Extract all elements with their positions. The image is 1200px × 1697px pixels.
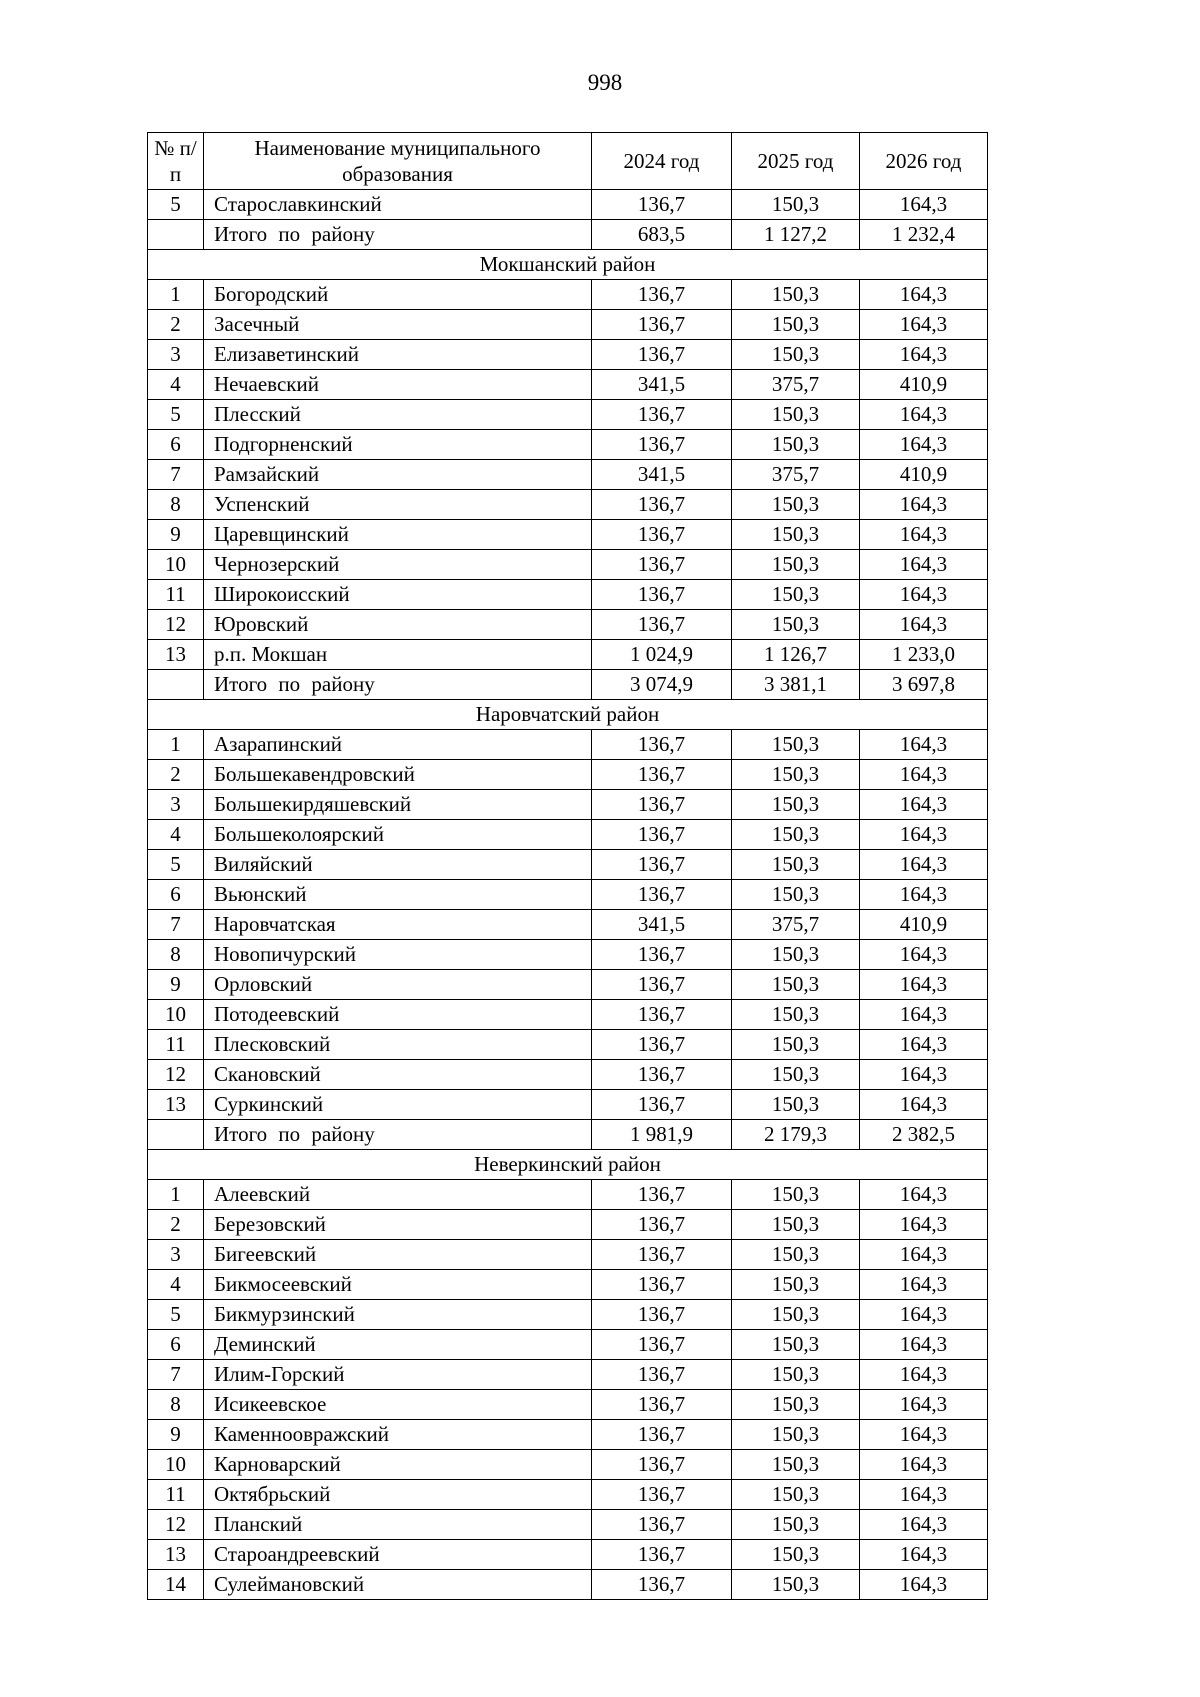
- table-row: [148, 1060, 988, 1090]
- value-2024: 136,7: [592, 1570, 732, 1600]
- value-2024: 1 981,9: [592, 1120, 732, 1150]
- row-number: 8: [148, 490, 204, 520]
- table-row: [148, 640, 988, 670]
- value-2026: 164,3: [860, 310, 988, 340]
- value-2025: 150,3: [732, 1210, 860, 1240]
- value-2024: 136,7: [592, 1030, 732, 1060]
- table-body: [148, 190, 988, 1600]
- municipality-name: Чернозерский: [204, 550, 592, 580]
- row-number: 5: [148, 850, 204, 880]
- row-number: 7: [148, 910, 204, 940]
- value-2025: 150,3: [732, 820, 860, 850]
- row-number: 9: [148, 970, 204, 1000]
- row-number: 1: [148, 730, 204, 760]
- row-number: 11: [148, 1030, 204, 1060]
- municipality-name: Наровчатская: [204, 910, 592, 940]
- municipality-name: Илим-Горский: [204, 1360, 592, 1390]
- municipality-name: Плесский: [204, 400, 592, 430]
- municipality-name: Октябрьский: [204, 1480, 592, 1510]
- value-2025: 150,3: [732, 1570, 860, 1600]
- table-header: [148, 133, 988, 190]
- value-2026: 164,3: [860, 1570, 988, 1600]
- value-2026: 3 697,8: [860, 670, 988, 700]
- row-number: [148, 670, 204, 700]
- value-2024: 136,7: [592, 190, 732, 220]
- value-2024: 136,7: [592, 1300, 732, 1330]
- value-2026: 164,3: [860, 400, 988, 430]
- value-2024: 136,7: [592, 790, 732, 820]
- table-row: [148, 1240, 988, 1270]
- row-number: 12: [148, 610, 204, 640]
- value-2024: 136,7: [592, 850, 732, 880]
- value-2025: 150,3: [732, 280, 860, 310]
- table-row: [148, 880, 988, 910]
- value-2025: 150,3: [732, 760, 860, 790]
- allocation-table: [147, 132, 988, 1600]
- value-2026: 164,3: [860, 1090, 988, 1120]
- value-2024: 136,7: [592, 730, 732, 760]
- value-2024: 136,7: [592, 310, 732, 340]
- value-2024: 136,7: [592, 1480, 732, 1510]
- value-2026: 164,3: [860, 1000, 988, 1030]
- table-row: [148, 340, 988, 370]
- value-2024: 1 024,9: [592, 640, 732, 670]
- table-row: [148, 280, 988, 310]
- value-2026: 410,9: [860, 910, 988, 940]
- table-row: [148, 490, 988, 520]
- municipality-name: Старославкинский: [204, 190, 592, 220]
- municipality-name: Бикмурзинский: [204, 1300, 592, 1330]
- value-2024: 136,7: [592, 1450, 732, 1480]
- table-row: [148, 970, 988, 1000]
- municipality-name: Большекирдяшевский: [204, 790, 592, 820]
- row-number: 2: [148, 760, 204, 790]
- table-row: [148, 940, 988, 970]
- row-number: 10: [148, 1000, 204, 1030]
- value-2024: 136,7: [592, 580, 732, 610]
- value-2025: 150,3: [732, 1330, 860, 1360]
- header-2025: 2025 год: [732, 133, 860, 190]
- value-2024: 136,7: [592, 1270, 732, 1300]
- section-row: [148, 700, 988, 730]
- value-2024: 341,5: [592, 460, 732, 490]
- table-row: [148, 1390, 988, 1420]
- row-number: 7: [148, 460, 204, 490]
- table-row: [148, 1270, 988, 1300]
- row-number: [148, 220, 204, 250]
- value-2024: 683,5: [592, 220, 732, 250]
- row-number: 5: [148, 400, 204, 430]
- row-number: 14: [148, 1570, 204, 1600]
- row-number: 12: [148, 1510, 204, 1540]
- value-2026: 164,3: [860, 550, 988, 580]
- table-row: [148, 520, 988, 550]
- value-2025: 375,7: [732, 460, 860, 490]
- value-2026: 1 233,0: [860, 640, 988, 670]
- value-2026: 164,3: [860, 880, 988, 910]
- row-number: 6: [148, 430, 204, 460]
- value-2026: 164,3: [860, 1480, 988, 1510]
- table-row: [148, 580, 988, 610]
- value-2026: 164,3: [860, 1330, 988, 1360]
- value-2025: 2 179,3: [732, 1120, 860, 1150]
- value-2026: 164,3: [860, 940, 988, 970]
- value-2026: 164,3: [860, 1240, 988, 1270]
- value-2026: 164,3: [860, 850, 988, 880]
- table-row: [148, 610, 988, 640]
- table-row: [148, 430, 988, 460]
- value-2025: 150,3: [732, 1240, 860, 1270]
- value-2026: 164,3: [860, 1060, 988, 1090]
- value-2025: 150,3: [732, 520, 860, 550]
- row-number: 11: [148, 580, 204, 610]
- value-2025: 150,3: [732, 730, 860, 760]
- value-2026: 164,3: [860, 1300, 988, 1330]
- municipality-name: Каменноовражский: [204, 1420, 592, 1450]
- value-2024: 3 074,9: [592, 670, 732, 700]
- value-2025: 150,3: [732, 1360, 860, 1390]
- municipality-name: Березовский: [204, 1210, 592, 1240]
- municipality-name: Потодеевский: [204, 1000, 592, 1030]
- value-2026: 2 382,5: [860, 1120, 988, 1150]
- table-row: [148, 730, 988, 760]
- municipality-name: Подгорненский: [204, 430, 592, 460]
- value-2025: 150,3: [732, 1540, 860, 1570]
- municipality-name: Царевщинский: [204, 520, 592, 550]
- row-number: 8: [148, 1390, 204, 1420]
- table-row: [148, 550, 988, 580]
- row-number: 6: [148, 880, 204, 910]
- value-2026: 164,3: [860, 1210, 988, 1240]
- municipality-name: Елизаветинский: [204, 340, 592, 370]
- value-2025: 150,3: [732, 610, 860, 640]
- section-row: [148, 1150, 988, 1180]
- table-row: [148, 1300, 988, 1330]
- value-2024: 136,7: [592, 1390, 732, 1420]
- value-2025: 150,3: [732, 340, 860, 370]
- value-2026: 164,3: [860, 340, 988, 370]
- municipality-name: Засечный: [204, 310, 592, 340]
- municipality-name: Рамзайский: [204, 460, 592, 490]
- table-row: [148, 460, 988, 490]
- row-number: 6: [148, 1330, 204, 1360]
- municipality-name: Азарапинский: [204, 730, 592, 760]
- value-2024: 136,7: [592, 760, 732, 790]
- value-2026: 164,3: [860, 1510, 988, 1540]
- row-number: 1: [148, 1180, 204, 1210]
- value-2025: 150,3: [732, 970, 860, 1000]
- table-row: [148, 1450, 988, 1480]
- value-2026: 164,3: [860, 790, 988, 820]
- value-2024: 136,7: [592, 280, 732, 310]
- table-row: [148, 400, 988, 430]
- value-2026: 164,3: [860, 1360, 988, 1390]
- value-2025: 1 126,7: [732, 640, 860, 670]
- value-2025: 150,3: [732, 1450, 860, 1480]
- value-2024: 136,7: [592, 1360, 732, 1390]
- section-title: Наровчатский район: [148, 700, 988, 730]
- municipality-name: Итого по району: [204, 220, 592, 250]
- value-2026: 164,3: [860, 1540, 988, 1570]
- section-row: [148, 250, 988, 280]
- value-2026: 164,3: [860, 1390, 988, 1420]
- section-title: Мокшанский район: [148, 250, 988, 280]
- municipality-name: Исикеевское: [204, 1390, 592, 1420]
- row-number: 13: [148, 640, 204, 670]
- value-2025: 150,3: [732, 1180, 860, 1210]
- row-number: 13: [148, 1540, 204, 1570]
- value-2025: 150,3: [732, 400, 860, 430]
- value-2024: 136,7: [592, 1240, 732, 1270]
- value-2026: 164,3: [860, 280, 988, 310]
- value-2025: 3 381,1: [732, 670, 860, 700]
- value-2025: 150,3: [732, 790, 860, 820]
- header-num: № п/п: [148, 133, 204, 190]
- value-2025: 150,3: [732, 190, 860, 220]
- table-row: [148, 850, 988, 880]
- row-number: 12: [148, 1060, 204, 1090]
- value-2024: 136,7: [592, 880, 732, 910]
- row-number: 9: [148, 1420, 204, 1450]
- municipality-name: Алеевский: [204, 1180, 592, 1210]
- value-2024: 136,7: [592, 1330, 732, 1360]
- value-2024: 136,7: [592, 970, 732, 1000]
- row-number: 4: [148, 1270, 204, 1300]
- value-2026: 410,9: [860, 370, 988, 400]
- value-2024: 136,7: [592, 940, 732, 970]
- value-2025: 150,3: [732, 940, 860, 970]
- row-number: 2: [148, 310, 204, 340]
- municipality-name: Орловский: [204, 970, 592, 1000]
- municipality-name: Бикмосеевский: [204, 1270, 592, 1300]
- table-row: [148, 910, 988, 940]
- value-2024: 136,7: [592, 1420, 732, 1450]
- total-row: [148, 670, 988, 700]
- row-number: 5: [148, 1300, 204, 1330]
- value-2025: 1 127,2: [732, 220, 860, 250]
- municipality-name: Юровский: [204, 610, 592, 640]
- municipality-name: Большекавендровский: [204, 760, 592, 790]
- table-row: [148, 1030, 988, 1060]
- value-2025: 150,3: [732, 880, 860, 910]
- municipality-name: Большеколоярский: [204, 820, 592, 850]
- row-number: 7: [148, 1360, 204, 1390]
- table-row: [148, 1210, 988, 1240]
- row-number: 3: [148, 340, 204, 370]
- value-2026: 164,3: [860, 1450, 988, 1480]
- value-2026: 164,3: [860, 1420, 988, 1450]
- value-2026: 1 232,4: [860, 220, 988, 250]
- total-row: [148, 220, 988, 250]
- municipality-name: Виляйский: [204, 850, 592, 880]
- value-2024: 136,7: [592, 1540, 732, 1570]
- value-2024: 136,7: [592, 610, 732, 640]
- table-row: [148, 1510, 988, 1540]
- value-2026: 164,3: [860, 730, 988, 760]
- municipality-name: Карноварский: [204, 1450, 592, 1480]
- value-2025: 150,3: [732, 490, 860, 520]
- row-number: 13: [148, 1090, 204, 1120]
- municipality-name: Скановский: [204, 1060, 592, 1090]
- table-row: [148, 820, 988, 850]
- value-2025: 150,3: [732, 1300, 860, 1330]
- value-2024: 136,7: [592, 430, 732, 460]
- municipality-name: Широкоисский: [204, 580, 592, 610]
- municipality-name: Богородский: [204, 280, 592, 310]
- table-row: [148, 760, 988, 790]
- value-2024: 136,7: [592, 1210, 732, 1240]
- municipality-name: Сулеймановский: [204, 1570, 592, 1600]
- municipality-name: Итого по району: [204, 670, 592, 700]
- municipality-name: Плесковский: [204, 1030, 592, 1060]
- table-row: [148, 1480, 988, 1510]
- municipality-name: Вьюнский: [204, 880, 592, 910]
- value-2026: 164,3: [860, 760, 988, 790]
- table-row: [148, 1570, 988, 1600]
- value-2024: 136,7: [592, 340, 732, 370]
- table-row: [148, 1090, 988, 1120]
- value-2024: 136,7: [592, 490, 732, 520]
- row-number: 11: [148, 1480, 204, 1510]
- row-number: 3: [148, 790, 204, 820]
- value-2025: 375,7: [732, 910, 860, 940]
- table-row: [148, 1540, 988, 1570]
- municipality-name: Планский: [204, 1510, 592, 1540]
- value-2024: 136,7: [592, 1060, 732, 1090]
- value-2025: 150,3: [732, 580, 860, 610]
- table-row: [148, 310, 988, 340]
- value-2026: 164,3: [860, 1270, 988, 1300]
- value-2025: 150,3: [732, 430, 860, 460]
- value-2025: 150,3: [732, 1510, 860, 1540]
- row-number: 9: [148, 520, 204, 550]
- value-2025: 150,3: [732, 1480, 860, 1510]
- section-title: Неверкинский район: [148, 1150, 988, 1180]
- value-2024: 136,7: [592, 1510, 732, 1540]
- value-2024: 136,7: [592, 550, 732, 580]
- row-number: 10: [148, 1450, 204, 1480]
- table-row: [148, 790, 988, 820]
- value-2025: 150,3: [732, 1090, 860, 1120]
- row-number: 5: [148, 190, 204, 220]
- table-row: [148, 1180, 988, 1210]
- value-2024: 136,7: [592, 1000, 732, 1030]
- municipality-name: Староандреевский: [204, 1540, 592, 1570]
- value-2026: 164,3: [860, 190, 988, 220]
- value-2026: 164,3: [860, 580, 988, 610]
- row-number: 3: [148, 1240, 204, 1270]
- value-2026: 164,3: [860, 1180, 988, 1210]
- table-row: [148, 1000, 988, 1030]
- value-2026: 164,3: [860, 820, 988, 850]
- value-2025: 375,7: [732, 370, 860, 400]
- municipality-name: Успенский: [204, 490, 592, 520]
- header-2026: 2026 год: [860, 133, 988, 190]
- header-name: Наименование муниципального образования: [204, 133, 592, 190]
- value-2024: 341,5: [592, 370, 732, 400]
- value-2025: 150,3: [732, 1420, 860, 1450]
- municipality-name: Деминский: [204, 1330, 592, 1360]
- row-number: 4: [148, 820, 204, 850]
- value-2025: 150,3: [732, 1060, 860, 1090]
- value-2024: 341,5: [592, 910, 732, 940]
- row-number: 4: [148, 370, 204, 400]
- value-2024: 136,7: [592, 820, 732, 850]
- total-row: [148, 1120, 988, 1150]
- municipality-name: Бигеевский: [204, 1240, 592, 1270]
- row-number: [148, 1120, 204, 1150]
- value-2026: 410,9: [860, 460, 988, 490]
- table-row: [148, 1360, 988, 1390]
- value-2024: 136,7: [592, 400, 732, 430]
- row-number: 2: [148, 1210, 204, 1240]
- municipality-name: Итого по району: [204, 1120, 592, 1150]
- municipality-name: Новопичурский: [204, 940, 592, 970]
- value-2024: 136,7: [592, 1090, 732, 1120]
- value-2025: 150,3: [732, 550, 860, 580]
- value-2025: 150,3: [732, 850, 860, 880]
- municipality-name: р.п. Мокшан: [204, 640, 592, 670]
- page-number: 998: [587, 70, 623, 95]
- municipality-name: Нечаевский: [204, 370, 592, 400]
- value-2026: 164,3: [860, 1030, 988, 1060]
- municipality-name: Суркинский: [204, 1090, 592, 1120]
- value-2026: 164,3: [860, 610, 988, 640]
- value-2025: 150,3: [732, 310, 860, 340]
- value-2024: 136,7: [592, 520, 732, 550]
- table-row: [148, 1330, 988, 1360]
- header-2024: 2024 год: [592, 133, 732, 190]
- value-2025: 150,3: [732, 1270, 860, 1300]
- value-2025: 150,3: [732, 1390, 860, 1420]
- row-number: 1: [148, 280, 204, 310]
- value-2026: 164,3: [860, 430, 988, 460]
- table-row: [148, 1420, 988, 1450]
- row-number: 10: [148, 550, 204, 580]
- value-2024: 136,7: [592, 1180, 732, 1210]
- table-row: [148, 190, 988, 220]
- value-2025: 150,3: [732, 1030, 860, 1060]
- value-2026: 164,3: [860, 520, 988, 550]
- table-row: [148, 370, 988, 400]
- value-2026: 164,3: [860, 490, 988, 520]
- value-2025: 150,3: [732, 1000, 860, 1030]
- row-number: 8: [148, 940, 204, 970]
- value-2026: 164,3: [860, 970, 988, 1000]
